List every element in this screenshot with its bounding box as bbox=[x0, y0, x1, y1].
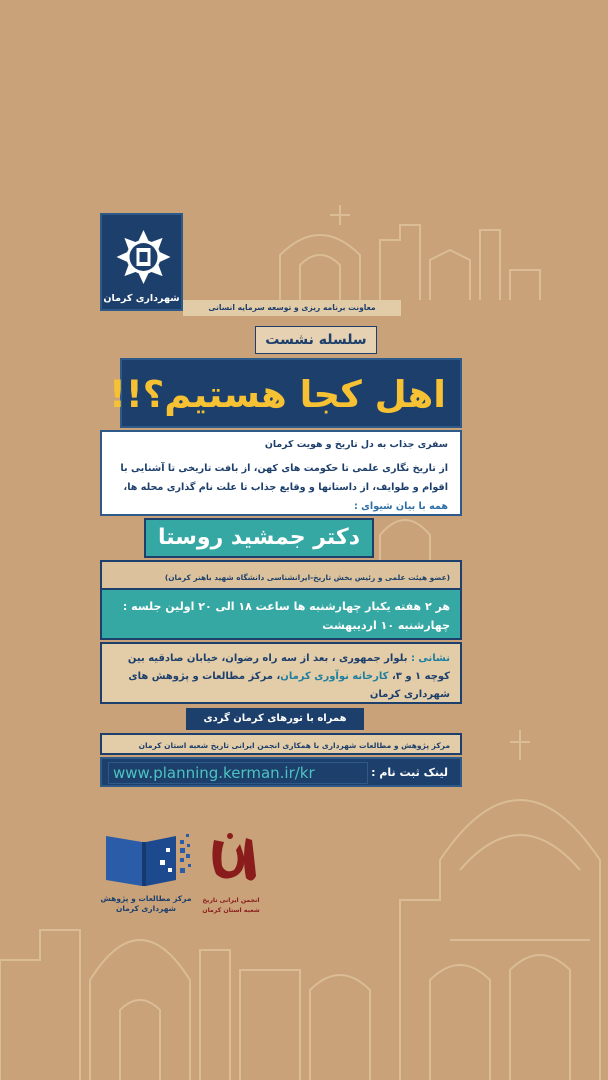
research-center-logo bbox=[96, 828, 196, 914]
speaker-name: دکتر جمشید روستا bbox=[144, 518, 374, 558]
schedule-box bbox=[100, 588, 462, 640]
registration-link[interactable]: www.planning.kerman.ir/kr bbox=[108, 762, 368, 784]
tour-note: همراه با تورهای کرمان گردی bbox=[186, 708, 364, 730]
address-part-1: بلوار جمهوری ، بعد از سه راه رضوان، خیابان صادقیه بین کوچه ۱ و ۳، bbox=[127, 653, 450, 682]
history-society-calligraphy-icon bbox=[196, 830, 266, 892]
history-society-caption-2: شعبه استان کرمان bbox=[202, 907, 260, 914]
partner-note: مرکز پژوهش و مطالعات شهرداری با همکاری انجمن ایرانی تاریخ شعبه استان کرمان bbox=[100, 733, 462, 755]
logo-label: شهرداری کرمان bbox=[103, 293, 180, 304]
intro-body bbox=[110, 459, 448, 516]
kerman-municipality-emblem-icon bbox=[116, 227, 171, 287]
history-society-logo bbox=[196, 830, 266, 916]
municipality-logo-box bbox=[100, 213, 183, 311]
research-center-caption-2: شهرداری کرمان bbox=[115, 904, 177, 913]
book-pixel-icon bbox=[96, 828, 196, 890]
research-center-caption-1: مرکز مطالعات و پژوهش bbox=[100, 894, 192, 903]
schedule-line-2: چهارشنبه ۱۰ اردیبهشت bbox=[322, 619, 450, 632]
main-title: اهل کجا هستیم؟!! bbox=[109, 373, 446, 416]
speaker-affiliation: (عضو هیئت علمی و رئیس بخش تاریخ-ایرانشناسی دانشگاه شهید باهنر کرمان) bbox=[100, 560, 462, 590]
address-box bbox=[100, 642, 462, 704]
department-subtitle: معاونت برنامه ریزی و توسعه سرمایه انسانی bbox=[183, 300, 401, 316]
intro-box bbox=[100, 430, 462, 516]
address-part-2: ، مرکز مطالعات و پژوهش های شهرداری کرمان bbox=[128, 671, 450, 700]
registration-label: لینک ثبت نام : bbox=[371, 766, 448, 779]
main-title-box bbox=[109, 358, 462, 428]
history-society-caption-1: انجمن ایرانی تاریخ bbox=[202, 897, 260, 904]
intro-body-text: از تاریخ نگاری علمی تا حکومت های کهن، از بافت تاریخی تا آشنایی با اقوام و طوایف، از داستانها و وقایع جذاب تا علت نام گذاری محله ها، bbox=[120, 463, 448, 493]
series-label: سلسله نشست bbox=[255, 326, 377, 354]
intro-heading: سفری جذاب به دل تاریخ و هویت کرمان bbox=[264, 439, 448, 450]
address-highlight: کارخانه نوآوری کرمان bbox=[280, 671, 389, 682]
schedule-line-1: هر ۲ هفته یکبار چهارشنبه ها ساعت ۱۸ الی ۲۰ اولین جلسه : bbox=[122, 600, 450, 613]
address-label: نشانی : bbox=[410, 653, 450, 664]
registration-box bbox=[100, 757, 462, 787]
intro-body-highlight: همه با بیان شیوای : bbox=[353, 501, 448, 512]
